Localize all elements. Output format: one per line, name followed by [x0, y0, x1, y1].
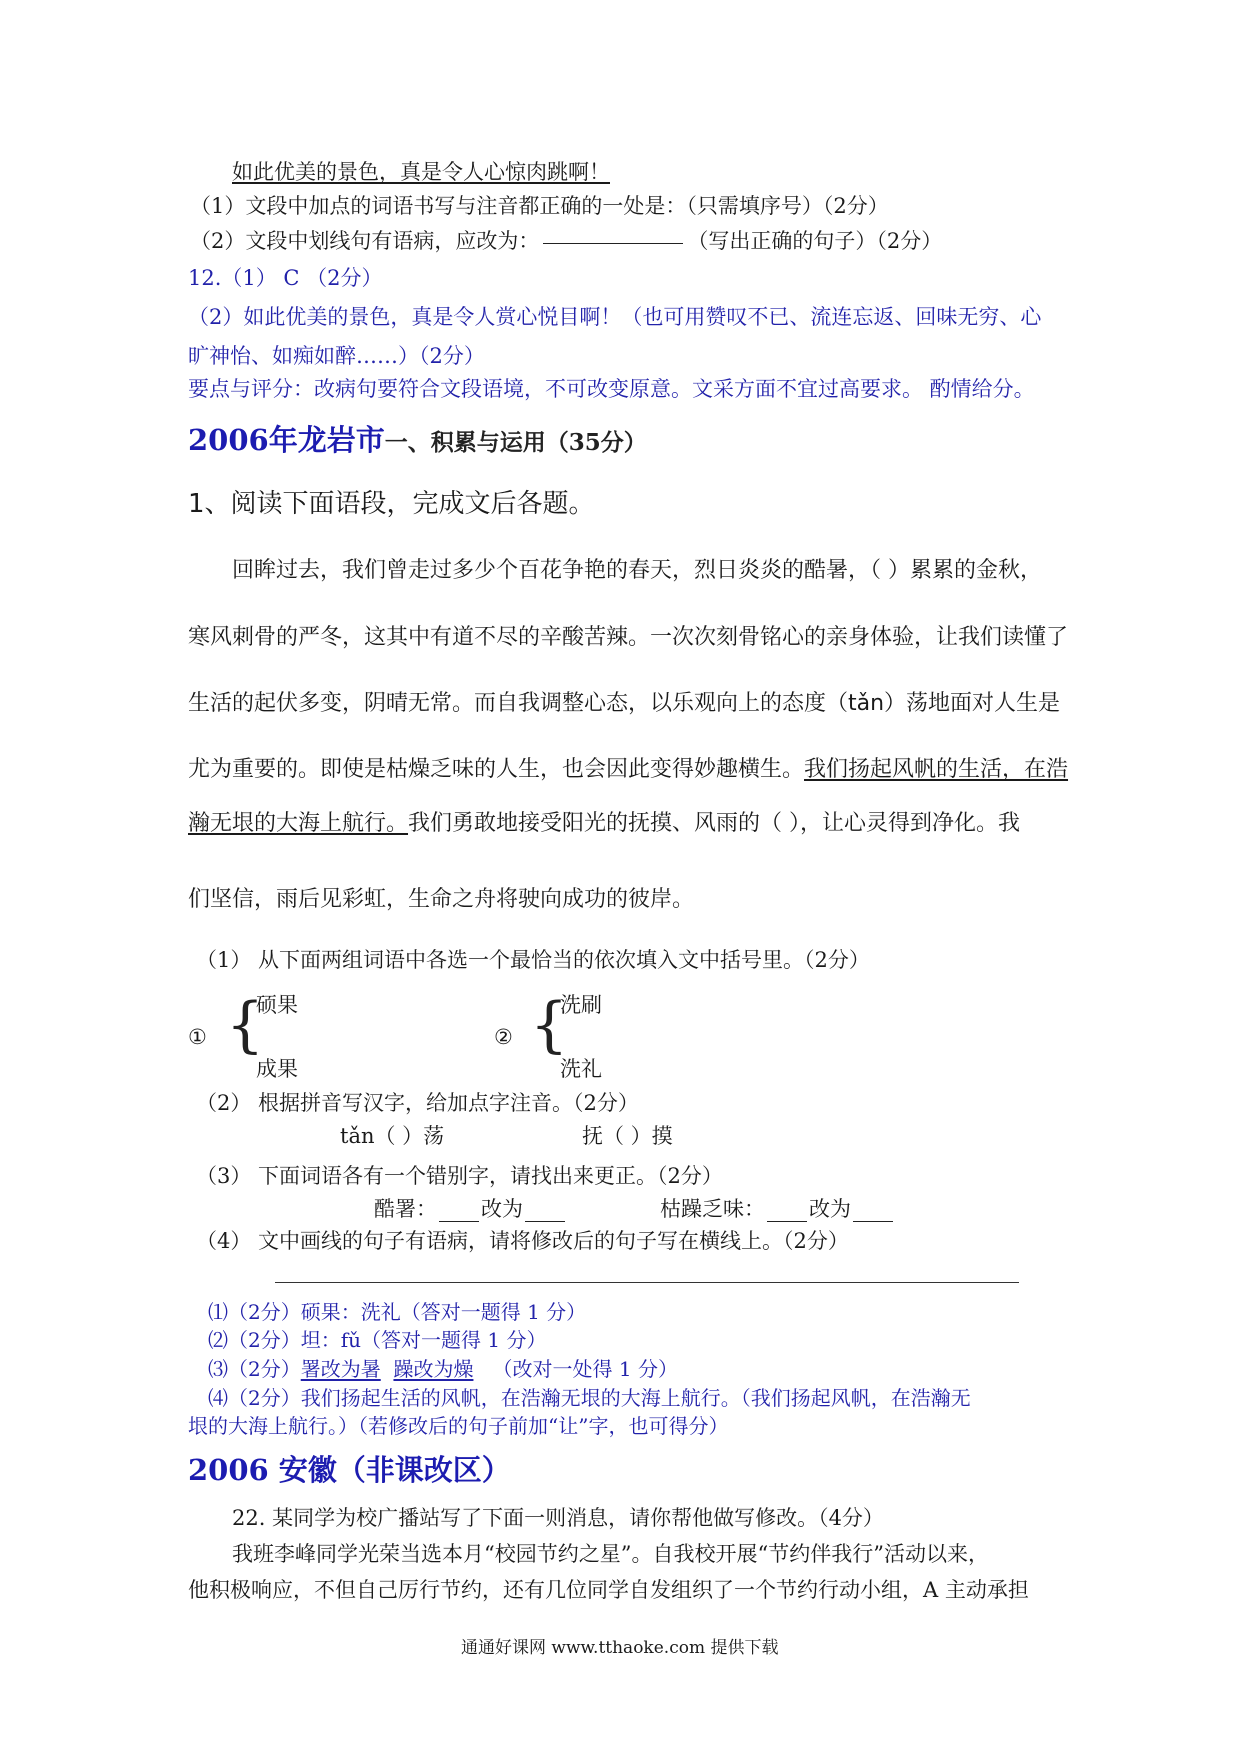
group-1-option-b: 成果 [256, 1057, 298, 1081]
brace-icon: { [530, 990, 569, 1060]
answer-2: ⑵（2分）坦：fǔ（答对一题得 1 分） [208, 1328, 547, 1352]
sub-question-3: （3） 下面词语各有一个错别字，请找出来更正。（2分） [196, 1164, 723, 1188]
question-22: 22. 某同学为校广播站写了下面一则消息，请你帮他做写修改。（4分） [232, 1506, 884, 1530]
wrong-word-b: 枯躁乏味： [660, 1197, 765, 1221]
fill-blank [767, 1197, 807, 1222]
underlined-sentence-part2: 瀚无垠的大海上航行。 [188, 811, 409, 836]
heading-year-place: 2006年龙岩市 [188, 423, 385, 457]
answer-3-fix-b: 躁改为燥 [393, 1357, 474, 1381]
answer-3-fix-a: 署改为暑 [300, 1357, 381, 1381]
section-heading-anhui: 2006 安徽（非课改区） [188, 1453, 511, 1487]
paragraph-line-4 [188, 752, 1068, 783]
fill-blank [439, 1197, 479, 1222]
paragraph-line-5 [188, 806, 1020, 837]
answer-blank [543, 242, 683, 244]
underlined-sentence-part1: 我们扬起风帆的生活，在浩 [804, 757, 1069, 782]
group-1-label: ① [188, 1025, 207, 1049]
group-1-option-a: 硕果 [256, 993, 298, 1017]
sub-question-2-item-b: 抚（ ）摸 [582, 1124, 673, 1148]
paragraph-line-3: 生活的起伏多变，阴晴无常。而自我调整心态，以乐观向上的态度（tǎn）荡地面对人生是 [188, 691, 1061, 716]
answer-3-note: （改对一处得 1 分） [492, 1357, 678, 1381]
question-1: （1）文段中加点的词语书写与注音都正确的一处是：（只需填序号）（2分） [190, 194, 889, 218]
diseased-sentence: 如此优美的景色，真是令人心惊肉跳啊！ [232, 160, 610, 184]
answer-3 [208, 1353, 678, 1382]
answer-3-prefix: ⑶（2分） [208, 1357, 301, 1381]
paragraph-line-1: 回眸过去，我们曾走过多少个百花争艳的春天，烈日炎炎的酷暑，（ ）累累的金秋， [232, 558, 1042, 583]
sub-question-2-item-a: tǎn（ ）荡 [340, 1124, 445, 1148]
anhui-paragraph-line-2: 他积极响应，不但自己厉行节约，还有几位同学自发组织了一个节约行动小组，A 主动承担 [188, 1578, 1029, 1602]
anhui-paragraph-line-1: 我班李峰同学光荣当选本月“校园节约之星”。自我校开展“节约伴我行”活动以来， [232, 1542, 989, 1566]
answer-12-1: 12.（1） C （2分） [188, 266, 383, 290]
page-footer: 通通好课网 www.tthaoke.com 提供下载 [461, 1638, 779, 1658]
brace-icon: { [226, 990, 265, 1060]
answer-4-line2: 垠的大海上航行。）（若修改后的句子前加“让”字，也可得分） [188, 1414, 729, 1438]
sub-question-4: （4） 文中画线的句子有语病，请将修改后的句子写在横线上。（2分） [196, 1229, 849, 1253]
group-2-option-a: 洗刷 [560, 993, 602, 1017]
paragraph-line-4-text: 尤为重要的。即使是枯燥乏味的人生，也会因此变得妙趣横生。 [188, 757, 805, 782]
fill-blank [525, 1197, 565, 1222]
answer-line [275, 1282, 1019, 1283]
answer-4-line1: ⑷（2分）我们扬起生活的风帆，在浩瀚无垠的大海上航行。（我们扬起风帆，在浩瀚无 [208, 1386, 971, 1410]
sub-question-3-item-b [660, 1193, 895, 1223]
paragraph-line-6: 们坚信，雨后见彩虹，生命之舟将驶向成功的彼岸。 [188, 887, 695, 912]
paragraph-line-5-text: 我们勇敢地接受阳光的抚摸、风雨的（ ），让心灵得到净化。我 [408, 811, 1021, 836]
heading-part: 一、积累与运用（35分） [384, 429, 647, 456]
question-2-suffix: （写出正确的句子）（2分） [687, 229, 943, 253]
sub-question-2: （2） 根据拼音写汉字，给加点字注音。（2分） [196, 1091, 639, 1115]
question-intro: 1、阅读下面语段，完成文后各题。 [188, 489, 595, 519]
question-2 [190, 225, 942, 255]
question-2-prefix: （2）文段中划线句有语病，应改为： [190, 229, 540, 253]
sub-question-1: （1） 从下面两组词语中各选一个最恰当的依次填入文中括号里。（2分） [196, 948, 870, 972]
group-2-label: ② [494, 1025, 513, 1049]
change-to-label: 改为 [809, 1197, 851, 1221]
scoring-note: 要点与评分：改病句要符合文段语境，不可改变原意。文采方面不宜过高要求。 酌情给分。 [188, 377, 1035, 401]
fill-blank [853, 1197, 893, 1222]
section-heading-longyan [188, 418, 647, 459]
answer-1: ⑴（2分）硕果：洗礼（答对一题得 1 分） [208, 1300, 587, 1324]
change-to-label: 改为 [481, 1197, 523, 1221]
wrong-word-a: 酷署： [374, 1197, 437, 1221]
answer-12-2-line1: （2）如此优美的景色，真是令人赏心悦目啊！（也可用赞叹不已、流连忘返、回味无穷、心 [188, 305, 1042, 329]
group-2-option-b: 洗礼 [560, 1057, 602, 1081]
paragraph-line-2: 寒风刺骨的严冬，这其中有道不尽的辛酸苦辣。一次次刻骨铭心的亲身体验，让我们读懂了 [188, 625, 1069, 650]
sub-question-3-item-a [374, 1193, 567, 1223]
answer-12-2-line2: 旷神怡、如痴如醉……）（2分） [188, 344, 485, 368]
